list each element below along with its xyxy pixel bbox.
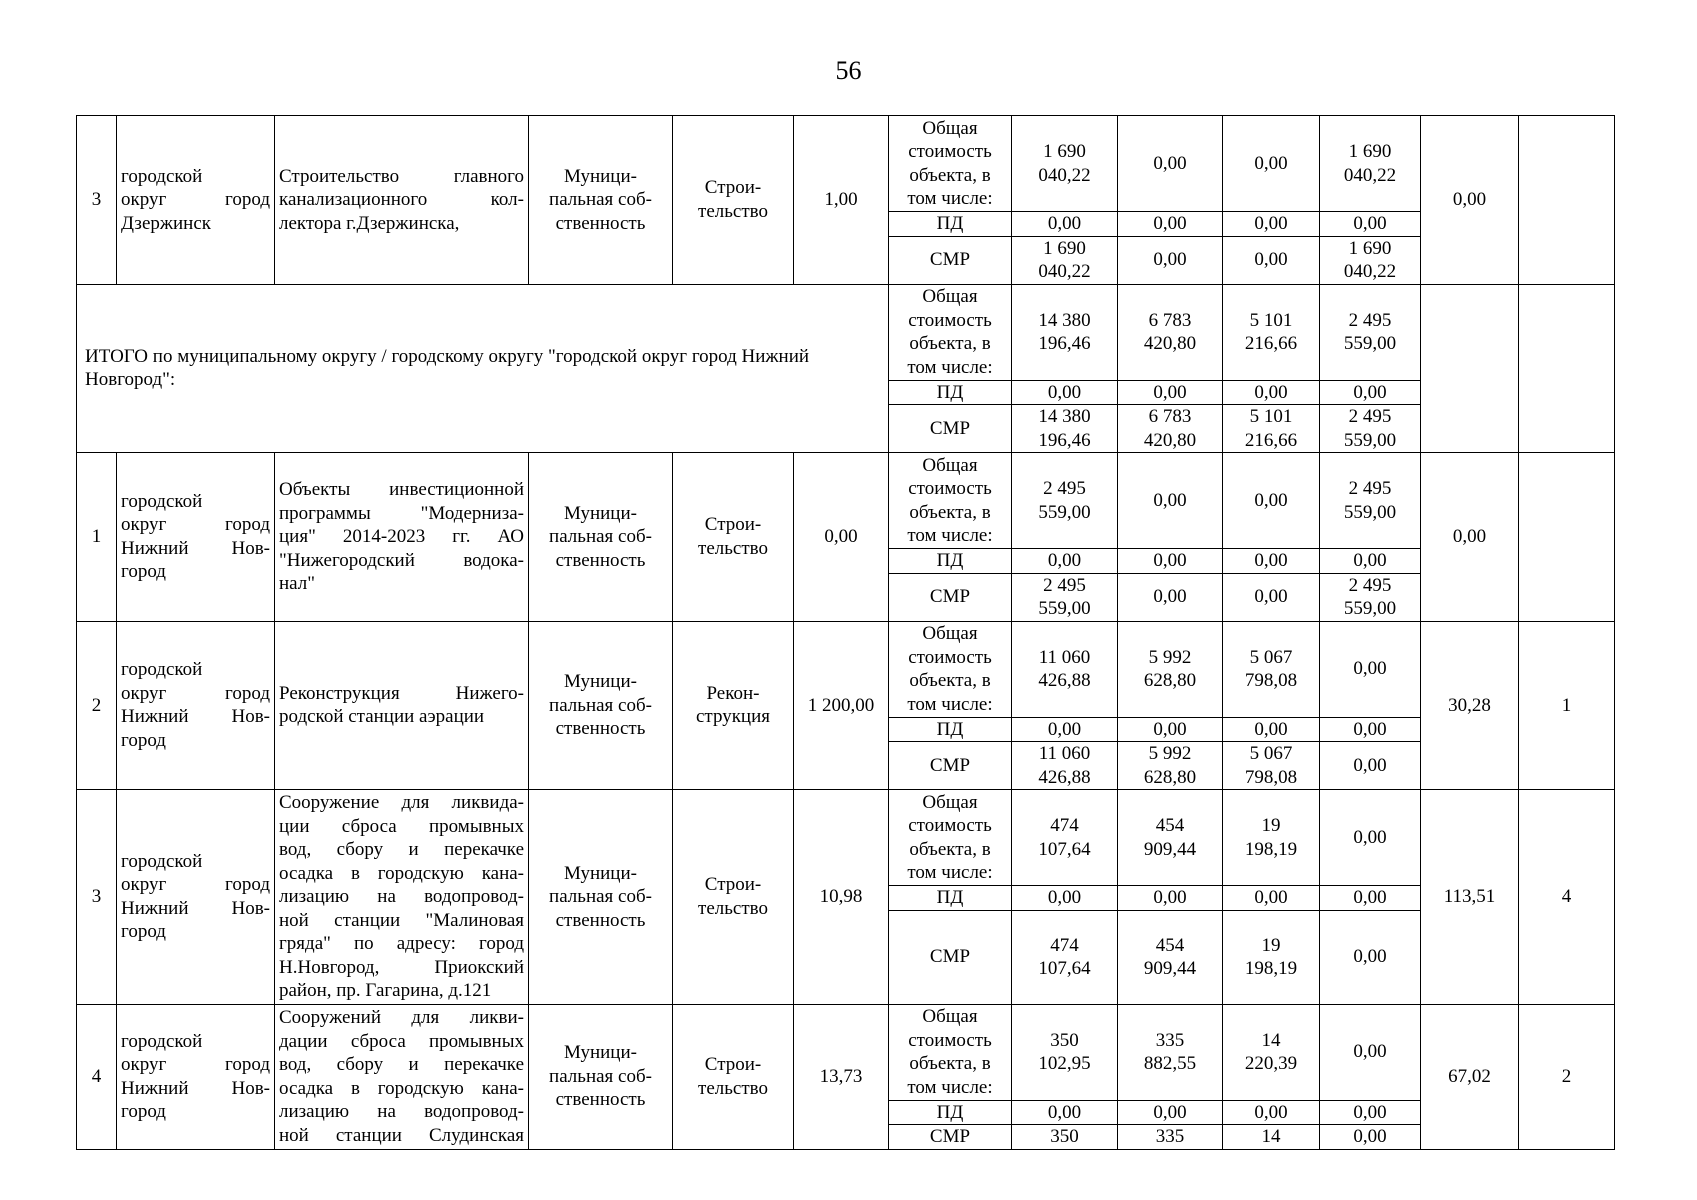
indicator-cell xyxy=(1519,116,1615,285)
smr-value: 350 xyxy=(1012,1125,1118,1150)
total-cost-value: 6 783 420,80 xyxy=(1118,284,1223,380)
indicator-cell: 0,00 xyxy=(1421,453,1519,622)
total-cost-label: Общая стоимость объекта, в том числе: xyxy=(889,790,1012,886)
smr-value: 2 495 559,00 xyxy=(1320,405,1421,453)
total-cost-value: 14 380 196,46 xyxy=(1012,284,1118,380)
indicator-cell xyxy=(1421,284,1519,453)
pd-value: 0,00 xyxy=(1012,380,1118,405)
ownership-cell: Муници- пальная соб- ственность xyxy=(529,1004,673,1149)
pd-value: 0,00 xyxy=(1223,549,1320,574)
district-cell: городской округ город Нижний Нов- город xyxy=(117,621,275,790)
total-cost-value: 0,00 xyxy=(1320,790,1421,886)
smr-value: 2 495 559,00 xyxy=(1320,573,1421,621)
district-cell: городской округ город Нижний Нов- город xyxy=(117,790,275,1005)
smr-value: 0,00 xyxy=(1118,236,1223,284)
total-cost-value: 0,00 xyxy=(1320,1004,1421,1100)
smr-value: 335 xyxy=(1118,1125,1223,1150)
table-row xyxy=(77,116,1615,212)
smr-label: СМР xyxy=(889,1125,1012,1150)
pd-label: ПД xyxy=(889,1100,1012,1125)
object-name-cell: Строительство главного канализационного кол- лектора г.Дзержинска, xyxy=(275,116,529,285)
smr-label: СМР xyxy=(889,910,1012,1004)
pd-value: 0,00 xyxy=(1320,1100,1421,1125)
indicator-cell: 30,28 xyxy=(1421,621,1519,790)
smr-label: СМР xyxy=(889,742,1012,790)
pd-value: 0,00 xyxy=(1012,1100,1118,1125)
object-name-cell: Сооружение для ликвида- ции сброса промывных вод, сбору и перекачке осадка в городскую кана- лизацию на водопровод- ной станции "Малиновая гряда" по адресу: город Н.Новгород, Приокский район, пр. Гагарина, д.121 xyxy=(275,790,529,1005)
smr-label: СМР xyxy=(889,236,1012,284)
total-cost-value: 1 690 040,22 xyxy=(1320,116,1421,212)
ownership-cell: Муници- пальная соб- ственность xyxy=(529,453,673,622)
smr-value: 0,00 xyxy=(1118,573,1223,621)
smr-value: 2 495 559,00 xyxy=(1012,573,1118,621)
district-cell: городской округ город Нижний Нов- город xyxy=(117,453,275,622)
capacity-cell: 13,73 xyxy=(794,1004,889,1149)
pd-value: 0,00 xyxy=(1118,1100,1223,1125)
pd-value: 0,00 xyxy=(1012,717,1118,742)
total-cost-label: Общая стоимость объекта, в том числе: xyxy=(889,1004,1012,1100)
pd-value: 0,00 xyxy=(1320,886,1421,911)
summary-row xyxy=(77,284,1615,380)
pd-value: 0,00 xyxy=(1223,1100,1320,1125)
total-cost-value: 5 992 628,80 xyxy=(1118,621,1223,717)
smr-value: 0,00 xyxy=(1320,1125,1421,1150)
indicator-cell: 4 xyxy=(1519,790,1615,1005)
pd-label: ПД xyxy=(889,380,1012,405)
pd-value: 0,00 xyxy=(1320,549,1421,574)
summary-text: ИТОГО по муниципальному округу / городскому округу "городской округ город Нижний Новгород": xyxy=(77,284,889,453)
total-cost-value: 2 495 559,00 xyxy=(1012,453,1118,549)
district-cell: городской округ город Нижний Нов- город xyxy=(117,1004,275,1149)
capacity-cell: 0,00 xyxy=(794,453,889,622)
total-cost-value: 335 882,55 xyxy=(1118,1004,1223,1100)
object-name-cell: Реконструкция Нижего- родской станции аэрации xyxy=(275,621,529,790)
table-row xyxy=(77,1004,1615,1100)
pd-value: 0,00 xyxy=(1223,886,1320,911)
smr-label: СМР xyxy=(889,405,1012,453)
smr-value: 11 060 426,88 xyxy=(1012,742,1118,790)
investment-objects-table xyxy=(76,115,1615,1150)
total-cost-value: 454 909,44 xyxy=(1118,790,1223,886)
total-cost-value: 350 102,95 xyxy=(1012,1004,1118,1100)
pd-value: 0,00 xyxy=(1012,212,1118,237)
indicator-cell: 2 xyxy=(1519,1004,1615,1149)
smr-value: 0,00 xyxy=(1320,910,1421,1004)
smr-value: 14 380 196,46 xyxy=(1012,405,1118,453)
pd-value: 0,00 xyxy=(1118,212,1223,237)
indicator-cell: 1 xyxy=(1519,621,1615,790)
work-type-cell: Строи- тельство xyxy=(673,116,794,285)
pd-value: 0,00 xyxy=(1118,717,1223,742)
total-cost-value: 19 198,19 xyxy=(1223,790,1320,886)
indicator-cell: 113,51 xyxy=(1421,790,1519,1005)
pd-value: 0,00 xyxy=(1223,212,1320,237)
pd-label: ПД xyxy=(889,549,1012,574)
table-row xyxy=(77,453,1615,549)
total-cost-value: 1 690 040,22 xyxy=(1012,116,1118,212)
smr-value: 0,00 xyxy=(1223,573,1320,621)
pd-value: 0,00 xyxy=(1012,886,1118,911)
pd-value: 0,00 xyxy=(1320,717,1421,742)
pd-value: 0,00 xyxy=(1118,886,1223,911)
total-cost-value: 14 220,39 xyxy=(1223,1004,1320,1100)
smr-label: СМР xyxy=(889,573,1012,621)
row-number: 2 xyxy=(77,621,117,790)
indicator-cell: 67,02 xyxy=(1421,1004,1519,1149)
total-cost-value: 474 107,64 xyxy=(1012,790,1118,886)
total-cost-label: Общая стоимость объекта, в том числе: xyxy=(889,621,1012,717)
total-cost-value: 2 495 559,00 xyxy=(1320,453,1421,549)
row-number: 1 xyxy=(77,453,117,622)
pd-value: 0,00 xyxy=(1012,549,1118,574)
total-cost-value: 0,00 xyxy=(1223,116,1320,212)
district-cell: городской округ город Дзержинск xyxy=(117,116,275,285)
ownership-cell: Муници- пальная соб- ственность xyxy=(529,116,673,285)
pd-label: ПД xyxy=(889,717,1012,742)
capacity-cell: 1,00 xyxy=(794,116,889,285)
capacity-cell: 10,98 xyxy=(794,790,889,1005)
work-type-cell: Строи- тельство xyxy=(673,790,794,1005)
pd-value: 0,00 xyxy=(1223,717,1320,742)
work-type-cell: Рекон- струкция xyxy=(673,621,794,790)
smr-value: 474 107,64 xyxy=(1012,910,1118,1004)
row-number: 3 xyxy=(77,116,117,285)
smr-value: 0,00 xyxy=(1223,236,1320,284)
total-cost-value: 5 101 216,66 xyxy=(1223,284,1320,380)
smr-value: 0,00 xyxy=(1320,742,1421,790)
total-cost-value: 0,00 xyxy=(1118,453,1223,549)
pd-label: ПД xyxy=(889,886,1012,911)
pd-value: 0,00 xyxy=(1320,212,1421,237)
total-cost-label: Общая стоимость объекта, в том числе: xyxy=(889,453,1012,549)
object-name-cell: Объекты инвестиционной программы "Модерниза- ция" 2014-2023 гг. АО "Нижегородский водока- нал" xyxy=(275,453,529,622)
table-row xyxy=(77,790,1615,886)
total-cost-label: Общая стоимость объекта, в том числе: xyxy=(889,116,1012,212)
row-number: 4 xyxy=(77,1004,117,1149)
total-cost-label: Общая стоимость объекта, в том числе: xyxy=(889,284,1012,380)
ownership-cell: Муници- пальная соб- ственность xyxy=(529,790,673,1005)
work-type-cell: Строи- тельство xyxy=(673,453,794,622)
table-row xyxy=(77,621,1615,717)
capacity-cell: 1 200,00 xyxy=(794,621,889,790)
total-cost-value: 0,00 xyxy=(1223,453,1320,549)
smr-value: 5 101 216,66 xyxy=(1223,405,1320,453)
pd-value: 0,00 xyxy=(1118,549,1223,574)
smr-value: 6 783 420,80 xyxy=(1118,405,1223,453)
row-number: 3 xyxy=(77,790,117,1005)
smr-value: 19 198,19 xyxy=(1223,910,1320,1004)
smr-value: 14 xyxy=(1223,1125,1320,1150)
smr-value: 454 909,44 xyxy=(1118,910,1223,1004)
pd-label: ПД xyxy=(889,212,1012,237)
total-cost-value: 0,00 xyxy=(1118,116,1223,212)
pd-value: 0,00 xyxy=(1320,380,1421,405)
page-number: 56 xyxy=(835,56,862,85)
smr-value: 1 690 040,22 xyxy=(1012,236,1118,284)
pd-value: 0,00 xyxy=(1118,380,1223,405)
pd-value: 0,00 xyxy=(1223,380,1320,405)
object-name-cell: Сооружений для ликви- дации сброса промывных вод, сбору и перекачке осадка в городскую кана- лизацию на водопровод- ной станции Слудинская xyxy=(275,1004,529,1149)
total-cost-value: 2 495 559,00 xyxy=(1320,284,1421,380)
smr-value: 1 690 040,22 xyxy=(1320,236,1421,284)
work-type-cell: Строи- тельство xyxy=(673,1004,794,1149)
smr-value: 5 992 628,80 xyxy=(1118,742,1223,790)
indicator-cell xyxy=(1519,453,1615,622)
indicator-cell xyxy=(1519,284,1615,453)
smr-value: 5 067 798,08 xyxy=(1223,742,1320,790)
total-cost-value: 0,00 xyxy=(1320,621,1421,717)
indicator-cell: 0,00 xyxy=(1421,116,1519,285)
total-cost-value: 5 067 798,08 xyxy=(1223,621,1320,717)
ownership-cell: Муници- пальная соб- ственность xyxy=(529,621,673,790)
total-cost-value: 11 060 426,88 xyxy=(1012,621,1118,717)
